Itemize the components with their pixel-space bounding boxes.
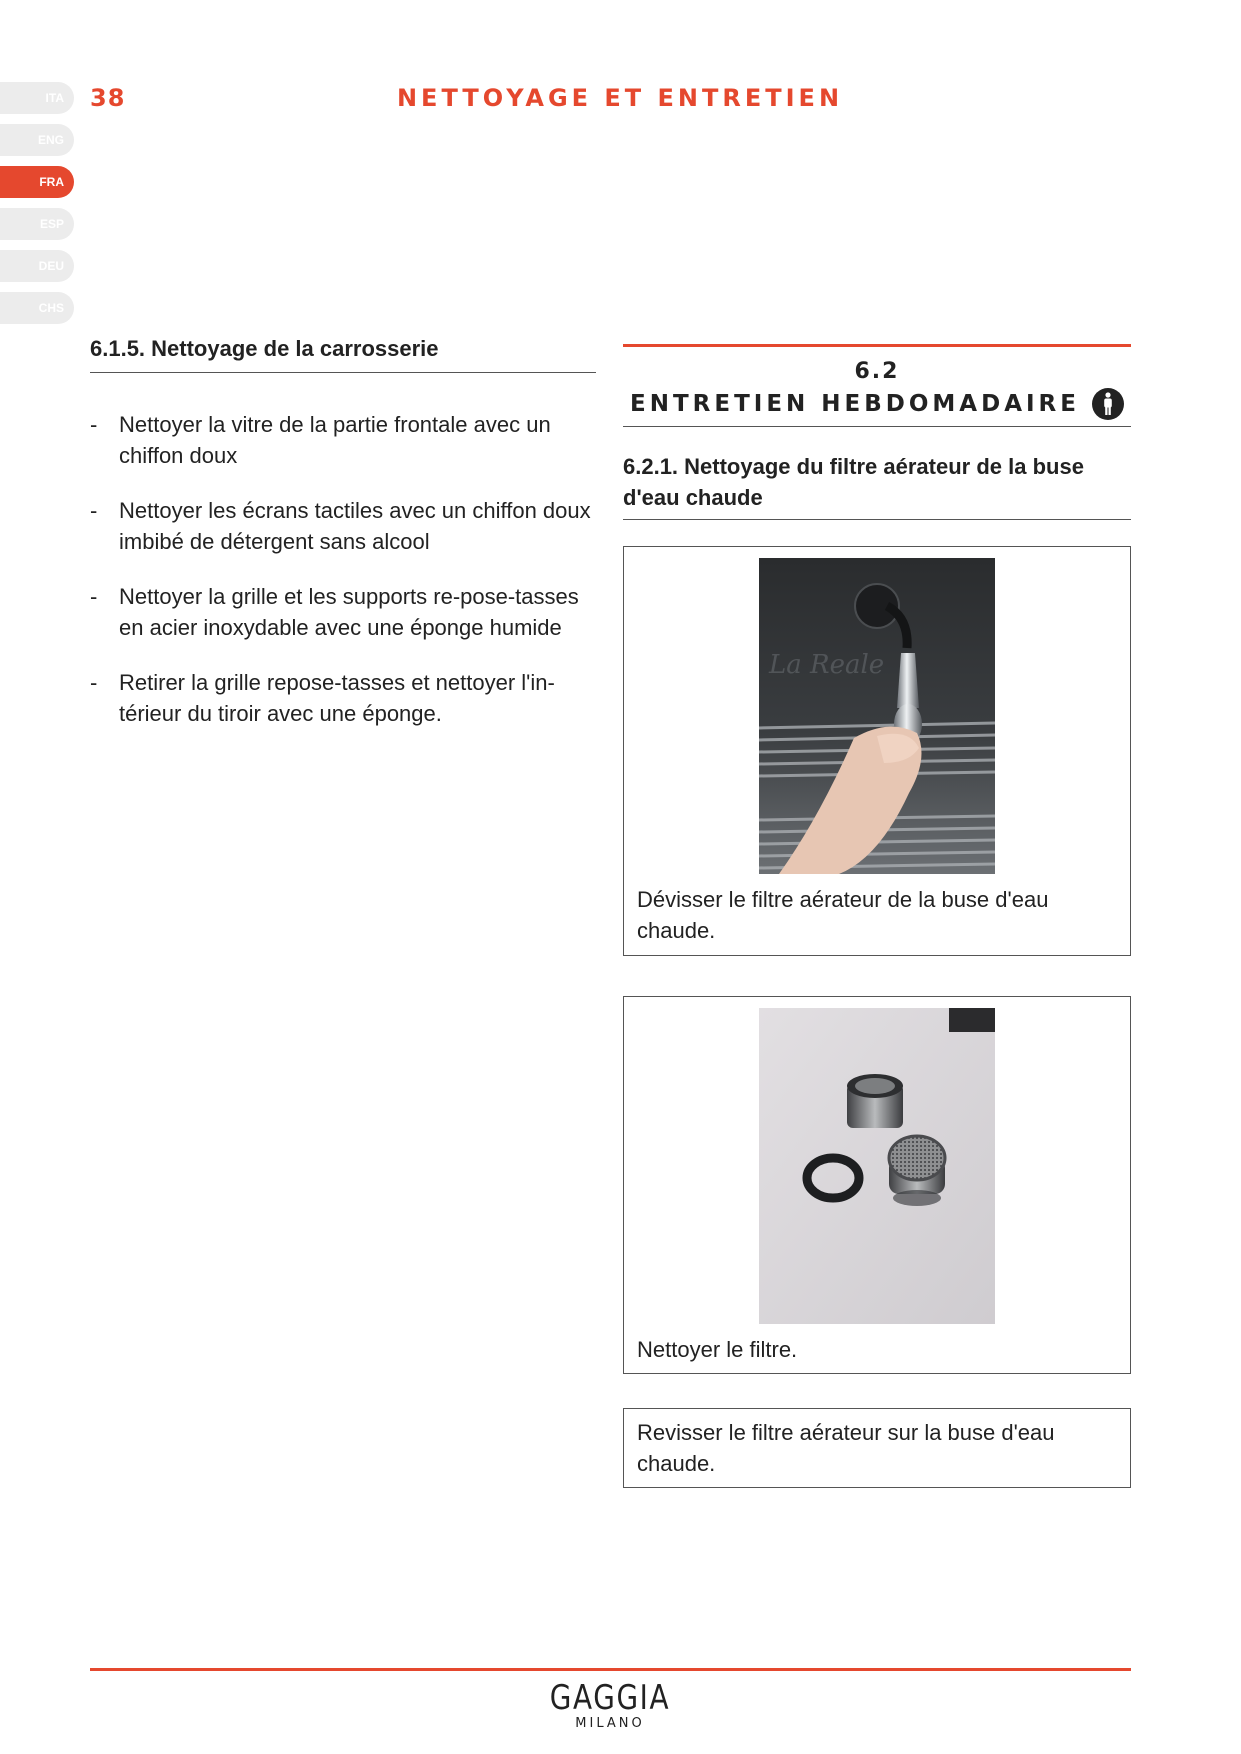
- footer-rule: [90, 1668, 1131, 1671]
- lang-tab-fra[interactable]: [0, 166, 74, 198]
- gaggia-logo: [530, 1678, 690, 1731]
- lang-tab-ita[interactable]: [0, 82, 74, 114]
- logo-brand: GAGGIA: [549, 1678, 671, 1718]
- right-column: [623, 344, 1131, 1488]
- chapter-title: NETTOYAGE ET ENTRETIEN: [396, 84, 844, 112]
- bullet-marker: -: [90, 498, 98, 523]
- logo-subtitle: MILANO: [575, 1716, 645, 1731]
- lang-tab-label: ITA: [45, 91, 64, 105]
- lang-tab-label: DEU: [38, 259, 64, 273]
- bullet-marker: -: [90, 670, 98, 695]
- list-item: [90, 581, 596, 643]
- bullet-text: Retirer la grille repose-tasses et nettoyer l'in-térieur du tiroir avec une éponge.: [119, 670, 555, 726]
- section-heading-6-1-5: 6.1.5. Nettoyage de la carrosserie: [90, 336, 596, 373]
- section-title: ENTRETIEN HEBDOMADAIRE: [630, 391, 1080, 417]
- section-title-row: [623, 388, 1131, 420]
- bullet-text: Nettoyer la grille et les supports re-pose-tasses en acier inoxydable avec une éponge humide: [119, 584, 579, 640]
- lang-tab-label: ENG: [37, 133, 64, 147]
- bullet-text: Nettoyer les écrans tactiles avec un chiffon doux imbibé de détergent sans alcool: [119, 498, 591, 554]
- page-number: 38: [90, 84, 126, 112]
- bullet-marker: -: [90, 584, 98, 609]
- section-header-6-2: [623, 344, 1131, 427]
- step-box-rescrew: [623, 1408, 1131, 1488]
- list-item: [90, 667, 596, 729]
- lang-tab-esp[interactable]: [0, 208, 74, 240]
- step-caption: Nettoyer le filtre.: [637, 1337, 798, 1362]
- lang-tab-label: CHS: [38, 301, 64, 315]
- bullet-marker: -: [90, 412, 98, 437]
- bullet-text: Nettoyer la vitre de la partie frontale avec un chiffon doux: [119, 412, 551, 468]
- step-caption: Dévisser le filtre aérateur de la buse d'eau chaude.: [637, 887, 1049, 943]
- sub-heading-6-2-1: 6.2.1. Nettoyage du filtre aérateur de la buse d'eau chaude: [623, 427, 1131, 520]
- cleaning-bullet-list: [90, 409, 596, 729]
- section-number: 6.2: [854, 359, 900, 384]
- list-item: [90, 495, 596, 557]
- step-caption: Revisser le filtre aérateur sur la buse d'eau chaude.: [637, 1420, 1055, 1476]
- lang-tab-eng[interactable]: [0, 124, 74, 156]
- left-column: [90, 336, 596, 753]
- aerator-filter-parts-photo: [759, 1008, 995, 1324]
- lang-tab-label: ESP: [39, 217, 64, 231]
- lang-tab-chs[interactable]: [0, 292, 74, 324]
- language-tabs: [0, 82, 76, 334]
- person-icon: [1092, 388, 1124, 420]
- lang-tab-deu[interactable]: [0, 250, 74, 282]
- list-item: [90, 409, 596, 471]
- step-box-unscrew: [623, 546, 1131, 956]
- svg-text:La Reale: La Reale: [769, 650, 885, 680]
- hand-unscrewing-aerator-photo: [759, 558, 995, 874]
- lang-tab-label: FRA: [39, 175, 64, 189]
- step-box-clean: [623, 996, 1131, 1374]
